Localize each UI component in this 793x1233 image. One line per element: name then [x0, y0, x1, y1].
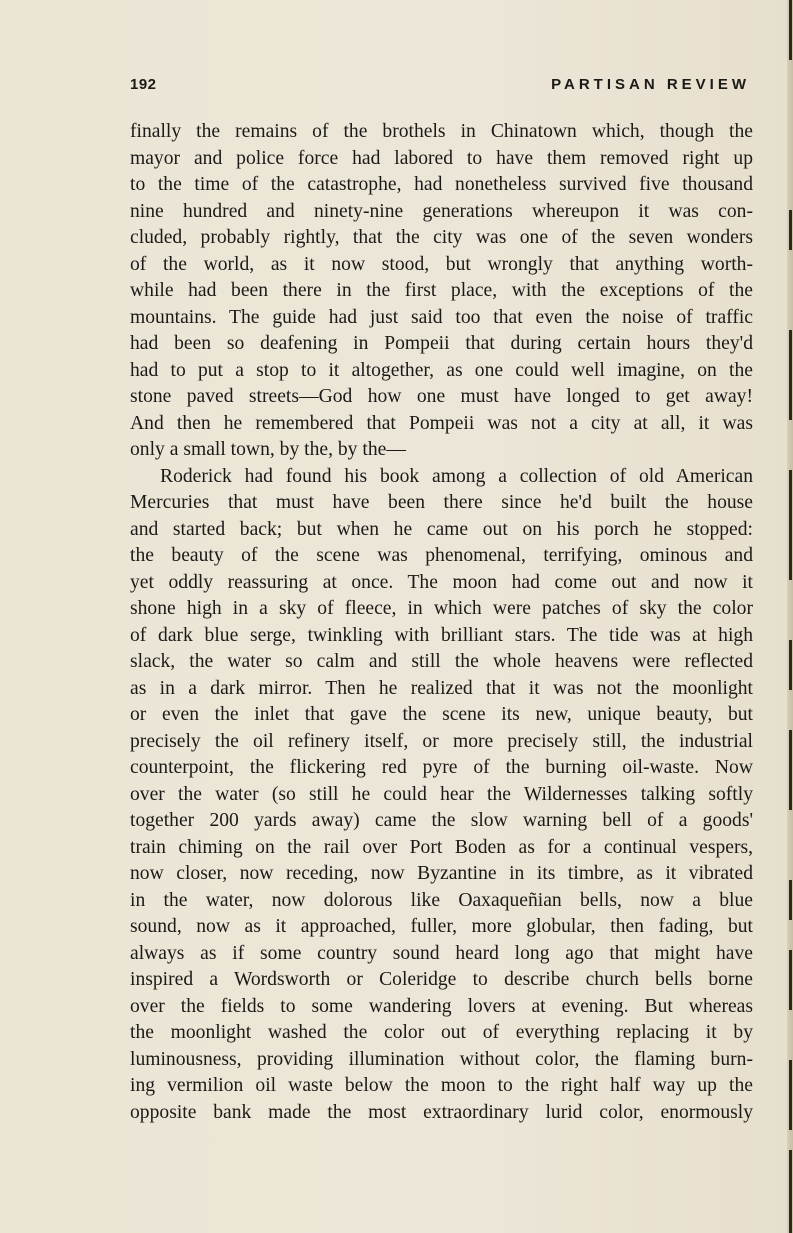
text-line: finally the remains of the brothels in Chinatown which, though the [130, 121, 753, 142]
text-line: sound, now as it approached, fuller, more globular, then fading, but [130, 916, 753, 937]
text-line: shone high in a sky of fleece, in which were patches of sky the color [130, 598, 753, 619]
text-line: together 200 yards away) came the slow warning bell of a goods' [130, 810, 753, 831]
text-line: over the water (so still he could hear the Wildernesses talking softly [130, 783, 753, 805]
text-line: train chiming on the rail over Port Boden as for a continual vespers, [130, 836, 753, 858]
text-line: ing vermilion oil waste below the moon to the right half way up the [130, 1075, 753, 1096]
edge-mark [789, 210, 792, 250]
page-edge-shadow [787, 0, 793, 1233]
text-line: now closer, now receding, now Byzantine in its timbre, as it vibrated [130, 863, 753, 884]
text-line: or even the inlet that gave the scene its new, unique beauty, but [130, 704, 753, 725]
text-line: mayor and police force had labored to have them removed right up [130, 147, 753, 169]
text-line: counterpoint, the flickering red pyre of the burning oil-waste. Now [130, 757, 753, 778]
text-line: over the fields to some wandering lovers at evening. But whereas [130, 995, 753, 1017]
text-line: as in a dark mirror. Then he realized that it was not the moonlight [130, 677, 753, 699]
text-line: had to put a stop to it altogether, as one could well imagine, on the [130, 359, 753, 381]
text-line: the moonlight washed the color out of everything replacing it by [130, 1022, 753, 1043]
edge-mark [789, 470, 792, 580]
edge-mark [789, 730, 792, 810]
edge-mark [789, 880, 792, 920]
body-text [130, 119, 753, 1126]
text-line: of the world, as it now stood, but wrongly that anything worth- [130, 253, 753, 275]
text-line: mountains. The guide had just said too that even the noise of traffic [130, 306, 753, 328]
text-line: to the time of the catastrophe, had nonetheless survived five thousand [130, 174, 753, 195]
text-line: inspired a Wordsworth or Coleridge to describe church bells borne [130, 969, 753, 990]
text-line: only a small town, by the, by the— [130, 439, 406, 460]
edge-mark [789, 950, 792, 1010]
text-line: opposite bank made the most extraordinary lurid color, enormously [130, 1101, 753, 1123]
page-number: 192 [130, 76, 157, 93]
text-line: while had been there in the first place, with the exceptions of the [130, 280, 753, 301]
page-header [130, 76, 750, 98]
text-line: yet oddly reassuring at once. The moon had come out and now it [130, 571, 753, 593]
edge-mark [789, 640, 792, 690]
text-line: luminousness, providing illumination without color, the flaming burn- [130, 1048, 753, 1070]
edge-mark [789, 1060, 792, 1130]
edge-mark [789, 330, 792, 420]
text-line: of dark blue serge, twinkling with brilliant stars. The tide was at high [130, 624, 753, 646]
text-line: slack, the water so calm and still the whole heavens were reflected [130, 651, 753, 672]
edge-mark [789, 1150, 792, 1233]
text-line: had been so deafening in Pompeii that during certain hours they'd [130, 333, 753, 354]
text-line: Mercuries that must have been there since he'd built the house [130, 492, 753, 513]
text-line: the beauty of the scene was phenomenal, terrifying, ominous and [130, 545, 753, 566]
edge-mark [789, 0, 792, 60]
text-line: nine hundred and ninety-nine generations whereupon it was con- [130, 200, 753, 222]
text-line: cluded, probably rightly, that the city was one of the seven wonders [130, 227, 753, 248]
text-line: precisely the oil refinery itself, or more precisely still, the industrial [130, 730, 753, 752]
text-line: stone paved streets—God how one must have longed to get away! [130, 386, 753, 407]
running-head: PARTISAN REVIEW [551, 76, 750, 93]
text-line: always as if some country sound heard long ago that might have [130, 942, 753, 964]
paragraph-start-line: Roderick had found his book among a collection of old American [160, 465, 753, 487]
text-line: and started back; but when he came out on his porch he stopped: [130, 518, 753, 540]
text-line: in the water, now dolorous like Oaxaqueñian bells, now a blue [130, 889, 753, 911]
text-line: And then he remembered that Pompeii was not a city at all, it was [130, 412, 753, 434]
